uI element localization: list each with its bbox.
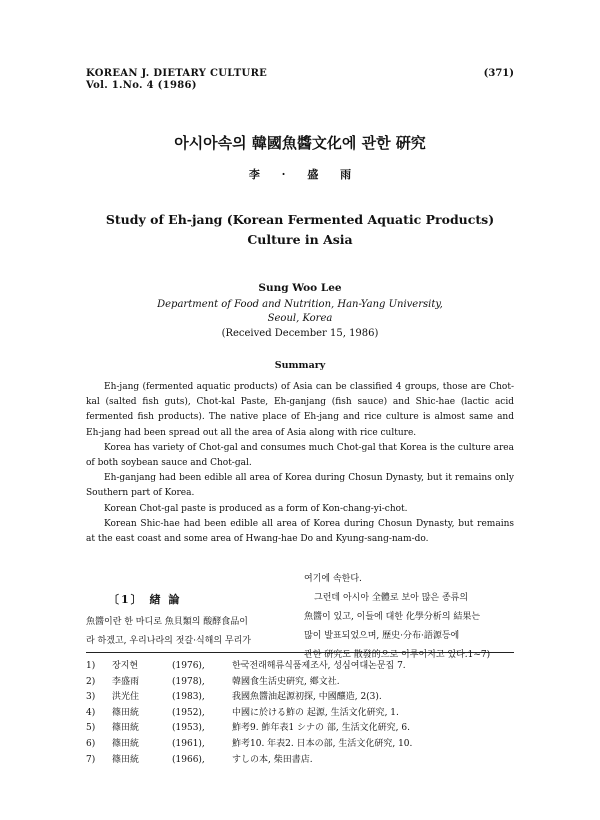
reference-text: 我國魚醬油起源初探, 中國釀造, 2(3). [232, 692, 382, 703]
reference-number: 1) [86, 661, 96, 671]
section-heading: 〔1〕 緖 論 [108, 593, 182, 606]
reference-number: 3) [86, 692, 96, 703]
reference-author: 篠田統 [112, 754, 140, 765]
page-number: (371) [483, 68, 514, 79]
title-english-line1: Study of Eh-jang (Korean Fermented Aquatic Products) [105, 212, 495, 227]
summary-body [86, 380, 514, 547]
reference-number: 6) [86, 738, 96, 749]
footnote-divider [86, 652, 514, 653]
reference-text: 韓國食生活史硏究, 鄕文社. [232, 676, 340, 687]
body-line: 관한 硏究도 散發的으로 이루어지고 있다.1~7) [304, 650, 491, 660]
body-line: 여기에 속한다. [304, 574, 362, 584]
reference-year: (1983), [172, 692, 205, 703]
reference-year: (1953), [172, 723, 205, 734]
reference-year: (1961), [172, 738, 205, 749]
reference-author: 李盛雨 [112, 676, 140, 687]
body-line: 魚醬이 있고, 이들에 대한 化學分析의 結果는 [304, 612, 481, 622]
reference-number: 2) [86, 676, 96, 687]
body-line: 라 하겠고, 우리나라의 젓갈·식해의 무리가 [86, 636, 251, 646]
reference-author: 洪光住 [112, 692, 140, 703]
reference-item [86, 706, 514, 722]
reference-text: 鮓考9. 鮓年表1 シナの 部, 生活文化硏究, 6. [232, 723, 410, 734]
title-english [0, 210, 600, 250]
reference-number: 4) [86, 707, 96, 718]
received-date: (Received December 15, 1986) [221, 328, 379, 339]
reference-author: 장지현 [112, 661, 139, 671]
title-korean: 아시아속의 韓國魚醬文化에 관한 硏究 [174, 134, 426, 152]
reference-year: (1952), [172, 707, 205, 718]
author-english: Sung Woo Lee [258, 282, 342, 294]
reference-year: (1966), [172, 754, 205, 765]
summary-paragraph: Eh-ganjang had been edible all area of Korea during Chosun Dynasty, but it remains only Southern part of Korea. [86, 473, 514, 499]
affiliation [0, 298, 600, 326]
summary-paragraph: Korean Chot-gal paste is produced as a form of Kon-chang-yi-chot. [104, 503, 408, 514]
affiliation-line2: Seoul, Korea [267, 313, 333, 324]
reference-number: 5) [86, 723, 96, 734]
body-line: 魚醬이란 한 마디로 魚貝類의 酸酵食品이 [86, 617, 248, 627]
reference-item [86, 659, 514, 675]
title-english-line2: Culture in Asia [247, 232, 353, 247]
summary-heading: Summary [274, 360, 326, 371]
summary-paragraph: Korean Shic-hae had been edible all area of Korea during Chosun Dynasty, but remains at the east coast and some area of Hwang-hae Do and Kyung-sang-nam-do. [86, 518, 514, 545]
journal-volume: Vol. 1.No. 4 (1986) [86, 80, 197, 91]
reference-text: 中國に於ける鮓の 起源, 生活文化硏究, 1. [232, 707, 399, 718]
reference-item [86, 753, 514, 769]
body-right-column [304, 570, 518, 665]
body-line: 많이 발표되었으며, 歷史·分布·語源등에 [304, 631, 460, 641]
summary-paragraph: Eh-jang (fermented aquatic products) of Asia can be classified 4 groups, those are Chot-kal (salted fish guts), Chot-kal Paste, Eh-ganjang (fish sauce) and Shic-hae (lactic acid fermented fish products). The native place of Eh-jang and rice culture is almost same and Eh-jang had been spread out all the area of Asia along with rice culture. [86, 382, 514, 438]
reference-number: 7) [86, 754, 96, 765]
journal-name: KOREAN J. DIETARY CULTURE [86, 68, 268, 79]
journal-header [86, 68, 267, 92]
reference-text: 鮓考10. 年表2. 日本の部, 生活文化硏究, 10. [232, 738, 413, 749]
references-list [86, 659, 514, 768]
body-left-column [86, 590, 304, 651]
reference-author: 篠田統 [112, 738, 140, 749]
author-korean: 李 · 盛 雨 [248, 168, 352, 181]
reference-item [86, 737, 514, 753]
summary-paragraph: Korea has variety of Chot-gal and consumes much Chot-gal that Korea is the culture area of both soybean sauce and Chot-gal. [86, 442, 514, 469]
reference-year: (1978), [172, 676, 205, 687]
reference-author: 篠田統 [112, 723, 140, 734]
reference-item [86, 675, 514, 691]
reference-item [86, 721, 514, 737]
affiliation-line1: Department of Food and Nutrition, Han-Yang University, [157, 299, 443, 310]
reference-text: すしの本, 柴田書店. [232, 754, 313, 765]
reference-year: (1976), [172, 661, 205, 671]
reference-author: 篠田統 [112, 707, 140, 718]
reference-item [86, 690, 514, 706]
body-line: 그런데 아시아 全體로 보아 많은 종류의 [314, 593, 469, 603]
reference-text: 한국전래해류식품제조사, 성심여대논문집 7. [232, 661, 406, 671]
